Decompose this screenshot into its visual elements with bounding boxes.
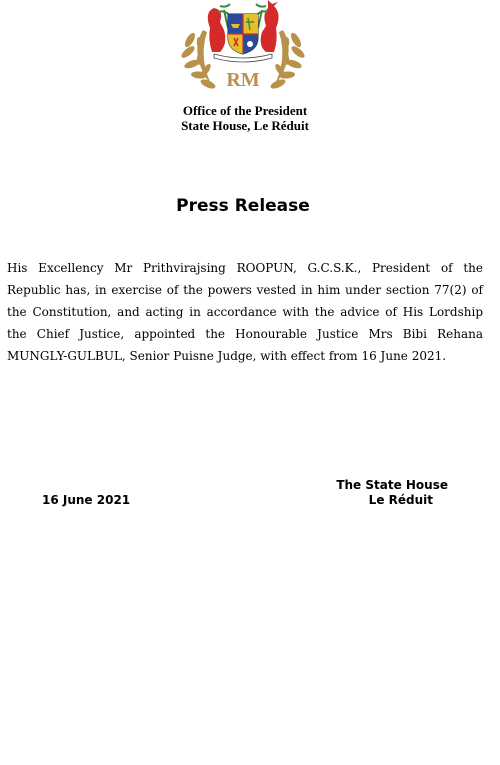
issuing-place xyxy=(318,478,448,508)
release-date: 16 June 2021 xyxy=(42,493,131,507)
press-release-title: Press Release xyxy=(176,196,310,216)
office-header xyxy=(150,103,340,133)
dodo-supporter-icon xyxy=(208,8,226,52)
stag-supporter-icon xyxy=(261,0,279,52)
office-name: Office of the President xyxy=(182,103,308,118)
rm-monogram: RM xyxy=(226,69,260,91)
place-line-2: Le Réduit xyxy=(368,493,433,507)
motto-scroll-icon xyxy=(214,54,272,62)
shield-icon xyxy=(228,14,258,54)
release-body: His Excellency Mr Prithvirajsing ROOPUN, G.C.S.K., President of the Republic has, in exercise of the powers vested in him under section 77(2) of the Constitution, and acting in accordance with the advice of His Lordship the Chief Justice, appointed the Honourable Justice Mrs Bibi Rehana MUNGLY-GULBUL, Senior Puisne Judge, with effect from 16 June 2021. xyxy=(7,261,483,363)
place-line-1: The State House xyxy=(336,478,448,492)
office-address: State House, Le Réduit xyxy=(181,118,309,133)
presidential-emblem xyxy=(168,0,318,98)
